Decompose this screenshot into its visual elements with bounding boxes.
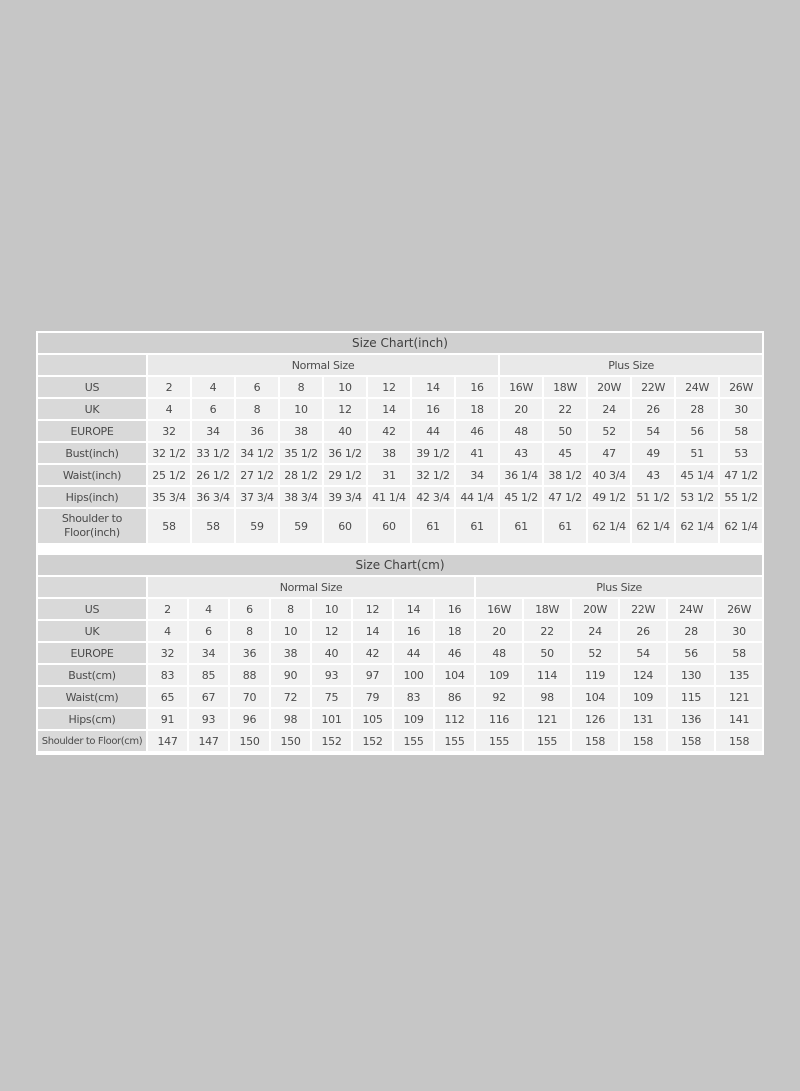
size-value-cell: 50	[524, 643, 570, 663]
size-value-cell: 50	[544, 421, 586, 441]
size-value-cell: 34 1/2	[236, 443, 278, 463]
size-value-cell: 32 1/2	[148, 443, 190, 463]
size-value-cell: 6	[189, 621, 228, 641]
size-value-cell: 36	[236, 421, 278, 441]
size-value-cell: 158	[620, 731, 666, 751]
size-value-cell: 8	[280, 377, 322, 397]
size-value-cell: 52	[572, 643, 618, 663]
size-value-cell: 38 3/4	[280, 487, 322, 507]
size-value-cell: 41	[456, 443, 498, 463]
size-value-cell: 58	[720, 421, 762, 441]
size-value-cell: 152	[353, 731, 392, 751]
size-group-header-row	[38, 577, 762, 597]
row-label: US	[38, 377, 146, 397]
size-value-cell: 6	[236, 377, 278, 397]
size-chart-cm-title: Size Chart(cm)	[38, 555, 762, 575]
size-value-cell: 90	[271, 665, 310, 685]
size-value-cell: 116	[476, 709, 522, 729]
row-label: Bust(cm)	[38, 665, 146, 685]
size-group-header-row	[38, 355, 762, 375]
size-value-cell: 14	[412, 377, 454, 397]
size-value-cell: 32 1/2	[412, 465, 454, 485]
size-value-cell: 8	[271, 599, 310, 619]
size-value-cell: 38	[280, 421, 322, 441]
size-row-hips-cm	[38, 709, 762, 729]
size-value-cell: 42 3/4	[412, 487, 454, 507]
size-value-cell: 35 1/2	[280, 443, 322, 463]
size-value-cell: 115	[668, 687, 714, 707]
size-value-cell: 56	[668, 643, 714, 663]
size-value-cell: 135	[716, 665, 762, 685]
size-value-cell: 36 1/2	[324, 443, 366, 463]
size-value-cell: 51 1/2	[632, 487, 674, 507]
size-value-cell: 112	[435, 709, 474, 729]
size-row-shoulder-to-floor-cm	[38, 731, 762, 751]
size-value-cell: 16W	[500, 377, 542, 397]
size-value-cell: 147	[189, 731, 228, 751]
size-value-cell: 93	[189, 709, 228, 729]
row-label: US	[38, 599, 146, 619]
size-value-cell: 18	[435, 621, 474, 641]
size-value-cell: 14	[368, 399, 410, 419]
size-value-cell: 47	[588, 443, 630, 463]
size-value-cell: 101	[312, 709, 351, 729]
size-value-cell: 25 1/2	[148, 465, 190, 485]
size-value-cell: 109	[620, 687, 666, 707]
size-value-cell: 45 1/2	[500, 487, 542, 507]
size-value-cell: 158	[716, 731, 762, 751]
size-value-cell: 119	[572, 665, 618, 685]
row-label: UK	[38, 399, 146, 419]
size-value-cell: 6	[192, 399, 234, 419]
size-value-cell: 158	[572, 731, 618, 751]
size-value-cell: 39 3/4	[324, 487, 366, 507]
size-value-cell: 155	[435, 731, 474, 751]
size-group-header: Normal Size	[148, 355, 498, 375]
size-value-cell: 36 1/4	[500, 465, 542, 485]
size-value-cell: 35 3/4	[148, 487, 190, 507]
size-value-cell: 150	[230, 731, 269, 751]
size-value-cell: 12	[324, 399, 366, 419]
size-value-cell: 62 1/4	[720, 509, 762, 543]
size-value-cell: 104	[572, 687, 618, 707]
size-value-cell: 62 1/4	[632, 509, 674, 543]
size-value-cell: 12	[312, 621, 351, 641]
size-value-cell: 48	[476, 643, 522, 663]
size-value-cell: 2	[148, 599, 187, 619]
size-value-cell: 16W	[476, 599, 522, 619]
size-value-cell: 104	[435, 665, 474, 685]
size-value-cell: 61	[412, 509, 454, 543]
size-value-cell: 16	[456, 377, 498, 397]
size-value-cell: 4	[189, 599, 228, 619]
size-value-cell: 126	[572, 709, 618, 729]
size-value-cell: 60	[324, 509, 366, 543]
size-value-cell: 34	[189, 643, 228, 663]
corner-cell	[38, 577, 146, 597]
size-value-cell: 59	[280, 509, 322, 543]
size-value-cell: 49	[632, 443, 674, 463]
row-label: EUROPE	[38, 643, 146, 663]
size-value-cell: 48	[500, 421, 542, 441]
size-value-cell: 10	[271, 621, 310, 641]
size-value-cell: 155	[524, 731, 570, 751]
size-value-cell: 114	[524, 665, 570, 685]
size-value-cell: 24W	[668, 599, 714, 619]
size-value-cell: 14	[353, 621, 392, 641]
size-value-cell: 61	[500, 509, 542, 543]
row-label: Hips(cm)	[38, 709, 146, 729]
size-value-cell: 40 3/4	[588, 465, 630, 485]
size-value-cell: 44	[394, 643, 433, 663]
corner-cell	[38, 355, 146, 375]
size-value-cell: 26W	[720, 377, 762, 397]
size-value-cell: 43	[632, 465, 674, 485]
size-value-cell: 56	[676, 421, 718, 441]
size-value-cell: 105	[353, 709, 392, 729]
size-value-cell: 10	[280, 399, 322, 419]
size-value-cell: 100	[394, 665, 433, 685]
size-value-cell: 51	[676, 443, 718, 463]
size-value-cell: 26W	[716, 599, 762, 619]
size-value-cell: 70	[230, 687, 269, 707]
row-label: Shoulder to Floor(cm)	[38, 731, 146, 751]
size-value-cell: 42	[353, 643, 392, 663]
size-value-cell: 24	[588, 399, 630, 419]
size-value-cell: 83	[394, 687, 433, 707]
size-row-hips-inch	[38, 487, 762, 507]
row-label: Waist(inch)	[38, 465, 146, 485]
size-value-cell: 121	[524, 709, 570, 729]
size-row-europe	[38, 421, 762, 441]
size-value-cell: 6	[230, 599, 269, 619]
size-value-cell: 136	[668, 709, 714, 729]
size-value-cell: 72	[271, 687, 310, 707]
size-value-cell: 67	[189, 687, 228, 707]
size-value-cell: 44	[412, 421, 454, 441]
size-value-cell: 46	[435, 643, 474, 663]
size-row-us	[38, 599, 762, 619]
size-value-cell: 52	[588, 421, 630, 441]
size-value-cell: 59	[236, 509, 278, 543]
size-value-cell: 41 1/4	[368, 487, 410, 507]
size-chart-cm-section	[36, 555, 764, 753]
size-value-cell: 58	[148, 509, 190, 543]
size-value-cell: 155	[394, 731, 433, 751]
size-group-header: Plus Size	[500, 355, 762, 375]
row-label: Bust(inch)	[38, 443, 146, 463]
size-value-cell: 28 1/2	[280, 465, 322, 485]
size-value-cell: 27 1/2	[236, 465, 278, 485]
size-value-cell: 58	[192, 509, 234, 543]
size-value-cell: 47 1/2	[544, 487, 586, 507]
size-value-cell: 16	[435, 599, 474, 619]
size-value-cell: 38	[271, 643, 310, 663]
size-value-cell: 20W	[588, 377, 630, 397]
size-value-cell: 26	[620, 621, 666, 641]
size-value-cell: 32	[148, 421, 190, 441]
size-value-cell: 61	[544, 509, 586, 543]
size-value-cell: 54	[620, 643, 666, 663]
size-value-cell: 18	[456, 399, 498, 419]
size-value-cell: 49 1/2	[588, 487, 630, 507]
size-value-cell: 30	[716, 621, 762, 641]
size-value-cell: 60	[368, 509, 410, 543]
size-value-cell: 26	[632, 399, 674, 419]
size-value-cell: 4	[148, 399, 190, 419]
size-row-uk	[38, 621, 762, 641]
size-value-cell: 109	[476, 665, 522, 685]
size-value-cell: 47 1/2	[720, 465, 762, 485]
size-value-cell: 65	[148, 687, 187, 707]
size-value-cell: 98	[524, 687, 570, 707]
size-value-cell: 38 1/2	[544, 465, 586, 485]
size-value-cell: 36	[230, 643, 269, 663]
size-value-cell: 55 1/2	[720, 487, 762, 507]
size-value-cell: 28	[676, 399, 718, 419]
size-chart-inch-table	[36, 353, 764, 545]
size-value-cell: 10	[324, 377, 366, 397]
size-value-cell: 29 1/2	[324, 465, 366, 485]
row-label: UK	[38, 621, 146, 641]
size-value-cell: 4	[148, 621, 187, 641]
size-charts-panel	[36, 331, 764, 755]
size-row-waist-cm	[38, 687, 762, 707]
size-value-cell: 24W	[676, 377, 718, 397]
size-value-cell: 33 1/2	[192, 443, 234, 463]
size-value-cell: 62 1/4	[588, 509, 630, 543]
size-value-cell: 54	[632, 421, 674, 441]
size-value-cell: 34	[192, 421, 234, 441]
size-value-cell: 28	[668, 621, 714, 641]
size-value-cell: 40	[312, 643, 351, 663]
size-row-us	[38, 377, 762, 397]
size-value-cell: 22	[544, 399, 586, 419]
size-value-cell: 18W	[544, 377, 586, 397]
size-value-cell: 22W	[620, 599, 666, 619]
size-value-cell: 91	[148, 709, 187, 729]
size-value-cell: 37 3/4	[236, 487, 278, 507]
size-value-cell: 16	[412, 399, 454, 419]
size-group-header: Plus Size	[476, 577, 762, 597]
size-value-cell: 12	[368, 377, 410, 397]
size-value-cell: 45	[544, 443, 586, 463]
size-value-cell: 141	[716, 709, 762, 729]
size-value-cell: 45 1/4	[676, 465, 718, 485]
size-value-cell: 34	[456, 465, 498, 485]
size-value-cell: 61	[456, 509, 498, 543]
size-value-cell: 8	[230, 621, 269, 641]
size-chart-inch-section	[36, 333, 764, 545]
size-value-cell: 24	[572, 621, 618, 641]
size-value-cell: 20	[476, 621, 522, 641]
size-value-cell: 96	[230, 709, 269, 729]
size-value-cell: 22	[524, 621, 570, 641]
size-value-cell: 92	[476, 687, 522, 707]
size-value-cell: 97	[353, 665, 392, 685]
size-value-cell: 16	[394, 621, 433, 641]
size-value-cell: 36 3/4	[192, 487, 234, 507]
size-value-cell: 10	[312, 599, 351, 619]
size-value-cell: 152	[312, 731, 351, 751]
size-value-cell: 31	[368, 465, 410, 485]
size-value-cell: 121	[716, 687, 762, 707]
size-value-cell: 131	[620, 709, 666, 729]
size-group-header: Normal Size	[148, 577, 474, 597]
size-row-shoulder-to-floor-inch	[38, 509, 762, 543]
size-row-bust-inch	[38, 443, 762, 463]
size-value-cell: 155	[476, 731, 522, 751]
size-value-cell: 2	[148, 377, 190, 397]
size-value-cell: 43	[500, 443, 542, 463]
size-value-cell: 86	[435, 687, 474, 707]
size-row-europe	[38, 643, 762, 663]
size-value-cell: 32	[148, 643, 187, 663]
row-label: Shoulder to Floor(inch)	[38, 509, 146, 543]
size-value-cell: 62 1/4	[676, 509, 718, 543]
size-value-cell: 98	[271, 709, 310, 729]
row-label: Hips(inch)	[38, 487, 146, 507]
size-row-bust-cm	[38, 665, 762, 685]
size-value-cell: 44 1/4	[456, 487, 498, 507]
size-value-cell: 38	[368, 443, 410, 463]
size-value-cell: 79	[353, 687, 392, 707]
size-value-cell: 93	[312, 665, 351, 685]
size-value-cell: 30	[720, 399, 762, 419]
size-value-cell: 53 1/2	[676, 487, 718, 507]
size-value-cell: 20W	[572, 599, 618, 619]
size-value-cell: 109	[394, 709, 433, 729]
size-value-cell: 42	[368, 421, 410, 441]
row-label: EUROPE	[38, 421, 146, 441]
size-value-cell: 39 1/2	[412, 443, 454, 463]
size-value-cell: 53	[720, 443, 762, 463]
size-chart-inch-title: Size Chart(inch)	[38, 333, 762, 353]
size-value-cell: 20	[500, 399, 542, 419]
size-value-cell: 58	[716, 643, 762, 663]
size-value-cell: 8	[236, 399, 278, 419]
size-value-cell: 147	[148, 731, 187, 751]
size-value-cell: 4	[192, 377, 234, 397]
row-label: Waist(cm)	[38, 687, 146, 707]
size-row-uk	[38, 399, 762, 419]
size-value-cell: 124	[620, 665, 666, 685]
size-value-cell: 22W	[632, 377, 674, 397]
size-value-cell: 88	[230, 665, 269, 685]
size-value-cell: 18W	[524, 599, 570, 619]
size-value-cell: 40	[324, 421, 366, 441]
size-value-cell: 83	[148, 665, 187, 685]
size-row-waist-inch	[38, 465, 762, 485]
size-value-cell: 150	[271, 731, 310, 751]
size-value-cell: 130	[668, 665, 714, 685]
size-value-cell: 14	[394, 599, 433, 619]
size-value-cell: 12	[353, 599, 392, 619]
size-value-cell: 46	[456, 421, 498, 441]
size-value-cell: 75	[312, 687, 351, 707]
size-value-cell: 158	[668, 731, 714, 751]
size-chart-cm-table	[36, 575, 764, 753]
size-value-cell: 26 1/2	[192, 465, 234, 485]
size-value-cell: 85	[189, 665, 228, 685]
